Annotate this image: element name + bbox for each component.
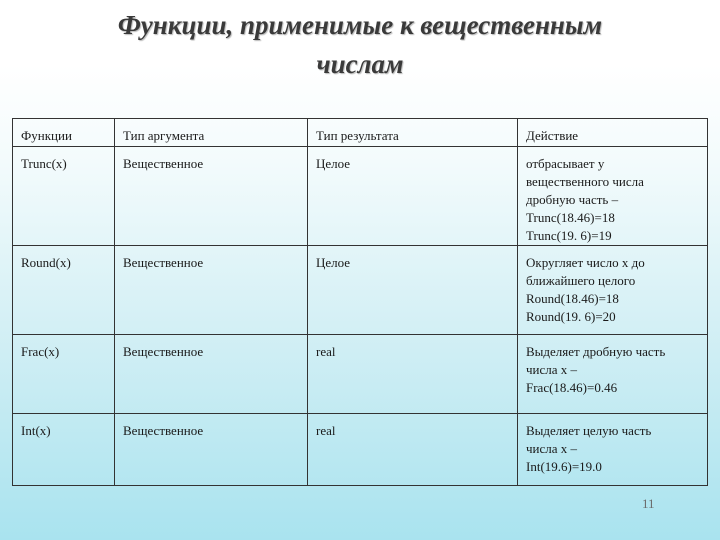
result-type-cell: Целое — [308, 246, 518, 335]
action-line: вещественного числа — [526, 174, 644, 189]
action-line: Округляет число x до — [526, 255, 645, 270]
action-cell — [518, 414, 708, 486]
slide-title-line-2: числам — [316, 49, 404, 79]
functions-table — [12, 118, 708, 486]
slide-title — [0, 6, 720, 84]
result-type-cell: real — [308, 335, 518, 414]
action-line: Round(18.46)=18 — [526, 291, 619, 306]
action-line: Trunc(19. 6)=19 — [526, 228, 612, 243]
action-line: Int(19.6)=19.0 — [526, 459, 602, 474]
action-line: Round(19. 6)=20 — [526, 309, 616, 324]
argument-type-cell: Вещественное — [115, 246, 308, 335]
result-type-cell: Целое — [308, 147, 518, 246]
action-line: Выделяет целую часть — [526, 423, 652, 438]
function-cell: Round(x) — [13, 246, 115, 335]
action-line: числа x – — [526, 441, 578, 456]
function-cell: Trunc(x) — [13, 147, 115, 246]
action-line: Frac(18.46)=0.46 — [526, 380, 618, 395]
table-row — [13, 414, 708, 486]
function-cell: Frac(x) — [13, 335, 115, 414]
action-cell — [518, 246, 708, 335]
argument-type-cell: Вещественное — [115, 414, 308, 486]
result-type-cell: real — [308, 414, 518, 486]
header-cell-argument-type: Тип аргумента — [115, 119, 308, 147]
argument-type-cell: Вещественное — [115, 147, 308, 246]
action-line: числа x – — [526, 362, 578, 377]
table-row — [13, 335, 708, 414]
action-line: Выделяет дробную часть — [526, 344, 666, 359]
action-line: дробную часть – — [526, 192, 619, 207]
action-line: ближайшего целого — [526, 273, 636, 288]
table-row — [13, 246, 708, 335]
header-cell-action: Действие — [518, 119, 708, 147]
slide-title-line-1: Функции, применимые к вещественным — [117, 10, 603, 40]
function-cell: Int(x) — [13, 414, 115, 486]
page-number: 11 — [642, 496, 655, 511]
action-cell — [518, 335, 708, 414]
header-cell-result-type: Тип результата — [308, 119, 518, 147]
action-line: Trunc(18.46)=18 — [526, 210, 615, 225]
table-row — [13, 147, 708, 246]
action-cell — [518, 147, 708, 246]
action-line: отбрасывает у — [526, 156, 605, 171]
header-cell-functions: Функции — [13, 119, 115, 147]
argument-type-cell: Вещественное — [115, 335, 308, 414]
table-header-row — [13, 119, 708, 147]
